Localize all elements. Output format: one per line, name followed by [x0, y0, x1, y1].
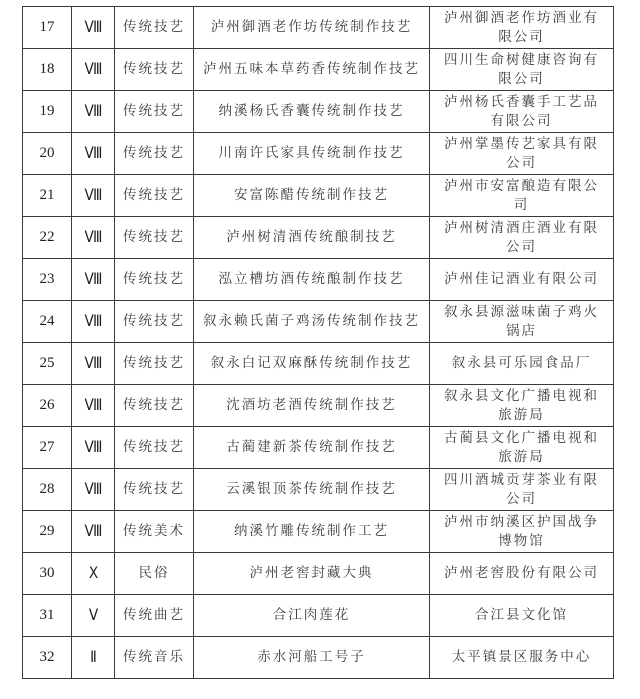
category: 传统音乐 [115, 637, 194, 679]
table-row [23, 259, 614, 301]
project-name: 纳溪杨氏香囊传统制作技艺 [194, 91, 430, 133]
table-row [23, 595, 614, 637]
project-name: 泸州御酒老作坊传统制作技艺 [194, 7, 430, 49]
table-row [23, 385, 614, 427]
row-number: 30 [23, 553, 72, 595]
table-row [23, 343, 614, 385]
category-level: Ⅷ [75, 49, 112, 91]
row-number: 23 [23, 259, 72, 301]
table-row [23, 553, 614, 595]
table-row [23, 427, 614, 469]
project-name: 古蔺建新茶传统制作技艺 [194, 427, 430, 469]
category: 传统曲艺 [115, 595, 194, 637]
project-name: 泸州树清酒传统酿制技艺 [194, 217, 430, 259]
category-level: Ⅷ [75, 301, 112, 343]
category-level: Ⅷ [75, 385, 112, 427]
category-level: Ⅷ [75, 91, 112, 133]
table-row [23, 511, 614, 553]
heritage-list-table-container [22, 6, 613, 679]
project-name: 叙永赖氏菌子鸡汤传统制作技艺 [194, 301, 430, 343]
category-level: Ⅷ [75, 217, 112, 259]
table-row [23, 637, 614, 679]
category: 传统技艺 [115, 217, 194, 259]
row-number: 17 [23, 7, 72, 49]
protection-unit: 泸州掌墨传艺家具有限公司 [430, 133, 614, 175]
category-level: Ⅷ [75, 511, 112, 553]
category: 传统技艺 [115, 175, 194, 217]
protection-unit: 泸州御酒老作坊酒业有限公司 [430, 7, 614, 49]
category: 传统技艺 [115, 91, 194, 133]
project-name: 泓立槽坊酒传统酿制作技艺 [194, 259, 430, 301]
row-number: 22 [23, 217, 72, 259]
protection-unit: 四川酒城贡芽茶业有限公司 [430, 469, 614, 511]
category-level: Ⅷ [75, 343, 112, 385]
table-row [23, 175, 614, 217]
category-level: Ⅷ [75, 427, 112, 469]
protection-unit: 古蔺县文化广播电视和旅游局 [430, 427, 614, 469]
protection-unit: 泸州树清酒庄酒业有限公司 [430, 217, 614, 259]
protection-unit: 叙永县文化广播电视和旅游局 [430, 385, 614, 427]
project-name: 泸州五味本草药香传统制作技艺 [194, 49, 430, 91]
protection-unit: 泸州佳记酒业有限公司 [430, 259, 614, 301]
project-name: 纳溪竹雕传统制作工艺 [194, 511, 430, 553]
category-level: Ⅴ [75, 595, 112, 637]
protection-unit: 叙永县可乐园食品厂 [430, 343, 614, 385]
project-name: 安富陈醋传统制作技艺 [194, 175, 430, 217]
protection-unit: 叙永县源滋味菌子鸡火锅店 [430, 301, 614, 343]
category: 传统技艺 [115, 469, 194, 511]
category: 传统技艺 [115, 49, 194, 91]
row-number: 18 [23, 49, 72, 91]
row-number: 27 [23, 427, 72, 469]
project-name: 合江肉莲花 [194, 595, 430, 637]
category-level: Ⅹ [75, 553, 112, 595]
project-name: 沈酒坊老酒传统制作技艺 [194, 385, 430, 427]
category: 传统技艺 [115, 7, 194, 49]
table-row [23, 217, 614, 259]
table-row [23, 301, 614, 343]
category: 传统技艺 [115, 301, 194, 343]
protection-unit: 四川生命树健康咨询有限公司 [430, 49, 614, 91]
protection-unit: 太平镇景区服务中心 [430, 637, 614, 679]
category-level: Ⅷ [75, 175, 112, 217]
category: 传统技艺 [115, 259, 194, 301]
row-number: 21 [23, 175, 72, 217]
row-number: 19 [23, 91, 72, 133]
project-name: 川南许氏家具传统制作技艺 [194, 133, 430, 175]
category-level: Ⅱ [75, 637, 112, 679]
protection-unit: 泸州市安富酿造有限公司 [430, 175, 614, 217]
project-name: 云溪银顶茶传统制作技艺 [194, 469, 430, 511]
category: 传统技艺 [115, 385, 194, 427]
protection-unit: 泸州市纳溪区护国战争博物馆 [430, 511, 614, 553]
category: 传统技艺 [115, 343, 194, 385]
category: 传统技艺 [115, 133, 194, 175]
row-number: 20 [23, 133, 72, 175]
category-level: Ⅷ [75, 259, 112, 301]
project-name: 泸州老窖封藏大典 [194, 553, 430, 595]
row-number: 29 [23, 511, 72, 553]
row-number: 31 [23, 595, 72, 637]
project-name: 赤水河船工号子 [194, 637, 430, 679]
category: 传统美术 [115, 511, 194, 553]
row-number: 26 [23, 385, 72, 427]
protection-unit: 泸州老窖股份有限公司 [430, 553, 614, 595]
category-level: Ⅷ [75, 469, 112, 511]
table-row [23, 469, 614, 511]
category-level: Ⅷ [75, 7, 112, 49]
protection-unit: 合江县文化馆 [430, 595, 614, 637]
row-number: 25 [23, 343, 72, 385]
table-row [23, 7, 614, 49]
category: 传统技艺 [115, 427, 194, 469]
table-row [23, 91, 614, 133]
row-number: 24 [23, 301, 72, 343]
table-row [23, 133, 614, 175]
row-number: 32 [23, 637, 72, 679]
category: 民俗 [115, 553, 194, 595]
project-name: 叙永白记双麻酥传统制作技艺 [194, 343, 430, 385]
table-row [23, 49, 614, 91]
heritage-list-table [22, 6, 614, 679]
protection-unit: 泸州杨氏香囊手工艺品有限公司 [430, 91, 614, 133]
row-number: 28 [23, 469, 72, 511]
category-level: Ⅷ [75, 133, 112, 175]
